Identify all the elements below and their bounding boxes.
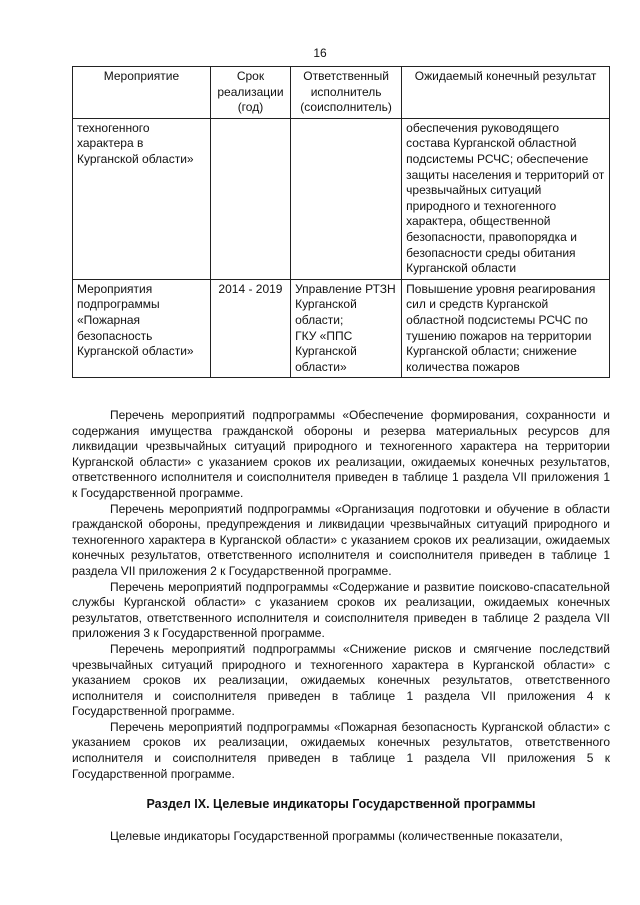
header-result: Ожидаемый конечный результат (402, 67, 610, 119)
measures-table (72, 66, 610, 378)
cell-result: обеспечения руководящего состава Курганской областной подсистемы РСЧС; обеспечение защиты населения и территорий от чрезвычайных ситуаций природного и техногенного характера, общественной безопасности, правопорядка и безопасности среды обитания Курганской области (402, 118, 610, 279)
table-row (73, 279, 610, 378)
paragraph: Перечень мероприятий подпрограммы «Пожарная безопасность Курганской области» с указанием сроков их реализации, ожидаемых конечных результатов, ответственного исполнителя и соисполнителя приведен в таблице 1 раздела VII приложения 5 к Государственной программе. (72, 719, 610, 781)
paragraph: Перечень мероприятий подпрограммы «Организация подготовки и обучение в области гражданской обороны, предупреждения и ликвидации чрезвычайных ситуаций природного и техногенного характера в Курганской области» с указанием сроков их реализации, ожидаемых конечных результатов, ответственного исполнителя и соисполнителя приведен в таблице 1 раздела VII приложения 2 к Государственной программе. (72, 501, 610, 578)
cell-responsible (291, 118, 402, 279)
table-row (73, 118, 610, 279)
responsible-line: Управление РТЗН Курганской области; (295, 281, 396, 327)
paragraph-start: Целевые индикаторы Государственной программы (количественные показатели, (110, 829, 563, 843)
cell-responsible (291, 279, 402, 378)
cell-term: 2014 - 2019 (210, 279, 290, 378)
body-text (72, 408, 610, 782)
header-responsible: Ответственный исполнитель (соисполнитель) (291, 67, 402, 119)
header-term: Срок реализации (год) (210, 67, 290, 119)
table-header-row (73, 67, 610, 119)
responsible-line: ГКУ «ППС Курганской области» (295, 328, 357, 374)
cell-term (210, 118, 290, 279)
page-number: 16 (313, 46, 327, 60)
paragraph: Перечень мероприятий подпрограммы «Снижение рисков и смягчение последствий чрезвычайных ситуаций природного и техногенного характера в Курганской области» с указанием сроков их реализации, ожидаемых конечных результатов, ответственного исполнителя и соисполнителя приведен в таблице 1 раздела VII приложения 4 к Государственной программе. (72, 641, 610, 719)
paragraph: Перечень мероприятий подпрограммы «Обеспечение формирования, сохранности и содержания имущества гражданской обороны и резерва материальных ресурсов для ликвидации чрезвычайных ситуаций природного и техногенного характера на территории Курганской области» с указанием сроков их реализации, ожидаемых конечных результатов, ответственного исполнителя и соисполнителя приведен в таблице 1 раздела VII приложения 1 к Государственной программе. (72, 408, 610, 500)
cell-event: Мероприятия подпрограммы «Пожарная безопасность Курганской области» (73, 279, 211, 378)
cell-event: техногенного характера в Курганской области» (73, 118, 211, 279)
paragraph: Перечень мероприятий подпрограммы «Содержание и развитие поисково-спасательной службы Курганской области» с указанием сроков их реализации, ожидаемых конечных результатов, ответственного исполнителя и соисполнителя приведен в таблице 2 раздела VII приложения 3 к Государственной программе. (72, 579, 610, 641)
cell-result: Повышение уровня реагирования сил и средств Курганской областной подсистемы РСЧС по тушению пожаров на территории Курганской области; снижение количества пожаров (402, 279, 610, 378)
header-event: Мероприятие (73, 67, 211, 119)
section-heading: Раздел IX. Целевые индикаторы Государственной программы (146, 797, 536, 811)
